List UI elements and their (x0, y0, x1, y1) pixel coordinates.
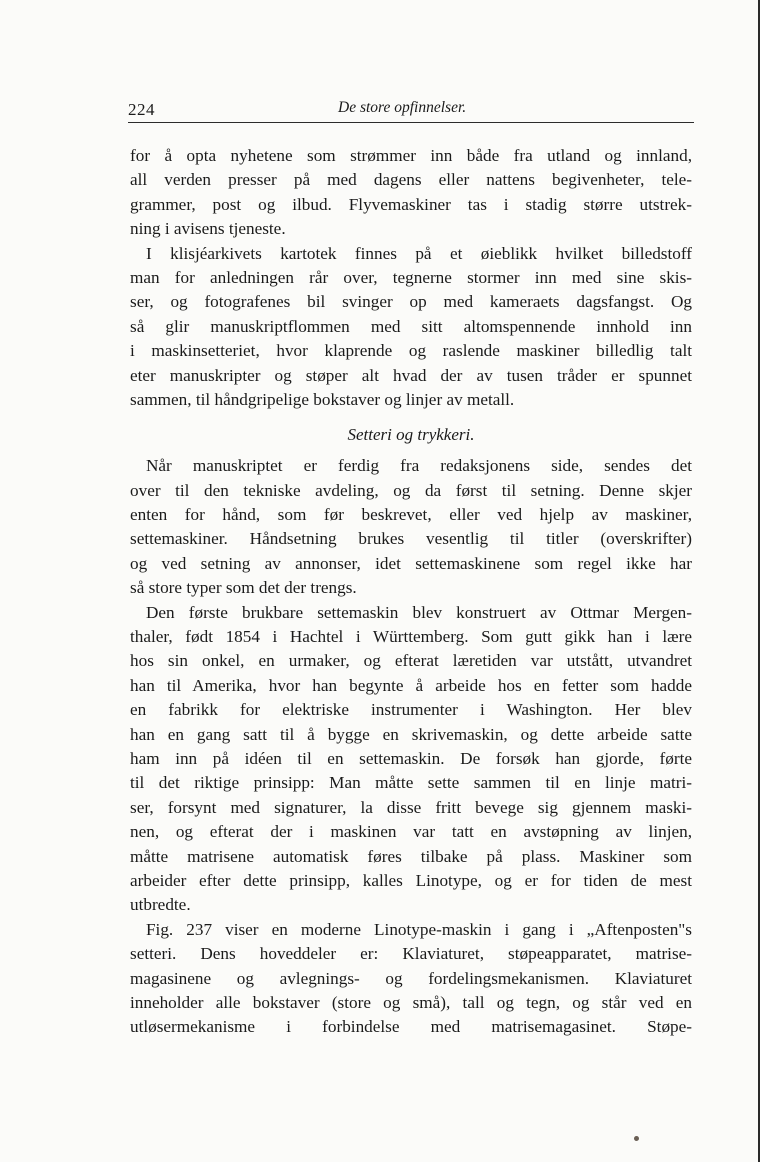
text-line: arbeider efter dette prinsipp, kalles Linotype, og er for tiden de mest (130, 870, 692, 890)
text-line: setteri. Dens hoveddeler er: Klaviaturet, støpeapparatet, matrise- (130, 944, 692, 964)
text-line: I klisjéarkivets kartotek finnes på et øieblikk hvilket billedstoff (146, 243, 692, 263)
text-line: thaler, født 1854 i Hachtel i Württemberg. Som gutt gikk han i lære (130, 627, 692, 647)
text-line: Den første brukbare settemaskin blev konstruert av Ottmar Mergen- (146, 602, 692, 622)
section-heading: Setteri og trykkeri. (347, 425, 475, 445)
text-line: all verden presser på med dagens eller nattens begivenheter, tele- (130, 170, 692, 190)
text-line: ser, og fotografenes bil svinger op med kameraets dagsfangst. Og (130, 292, 692, 312)
text-line: for å opta nyhetene som strømmer inn både fra utland og innland, (130, 146, 692, 165)
page-number: 224 (128, 100, 155, 119)
text-line: man for anledningen rår over, tegnerne stormer inn med sine skis- (130, 267, 692, 287)
text-line: settemaskiner. Håndsetning brukes vesentlig til titler (overskrifter) (130, 529, 692, 549)
text-line: grammer, post og ilbud. Flyvemaskiner tas i stadig større utstrek- (130, 194, 692, 214)
page-header (128, 96, 694, 123)
text-line: han til Amerika, hvor han begynte å arbeide hos en fetter som hadde (130, 675, 692, 695)
text-line: utløsermekanisme i forbindelse med matrisemagasinet. Støpe- (130, 1017, 692, 1037)
text-line: Fig. 237 viser en moderne Linotype-maskin i gang i „Aftenposten"s (146, 919, 692, 939)
ink-speck (634, 1136, 639, 1141)
text-line: en fabrikk for elektriske instrumenter i Washington. Her blev (130, 700, 692, 720)
text-line: Når manuskriptet er ferdig fra redaksjonens side, sendes det (146, 456, 692, 476)
text-line: han en gang satt til å bygge en skrivemaskin, og dette arbeide satte (130, 724, 692, 744)
text-line: ning i avisens tjeneste. (130, 219, 286, 239)
text-line: så store typer som det der trengs. (130, 578, 357, 598)
text-line: og ved setning av annonser, idet settemaskinene som regel ikke har (130, 553, 692, 573)
text-line: i maskinsetteriet, hvor klaprende og raslende maskiner billedlig talt (130, 341, 692, 361)
body-text (130, 144, 692, 1040)
text-line: nen, og efterat der i maskinen var tatt en avstøpning av linjen, (130, 822, 692, 842)
running-title: De store opfinnelser. (338, 99, 467, 116)
text-line: ham inn på idéen til en settemaskin. De forsøk han gjorde, førte (130, 748, 692, 768)
text-line: enten for hånd, som før beskrevet, eller ved hjelp av maskiner, (130, 505, 692, 525)
text-line: så glir manuskriptflommen med sitt altomspennende innhold inn (130, 316, 692, 336)
text-line: eter manuskripter og støper alt hvad der av tusen tråder er spunnet (130, 365, 692, 385)
text-line: inneholder alle bokstaver (store og små), tall og tegn, og står ved en (130, 992, 692, 1012)
text-line: over til den tekniske avdeling, og da først til setning. Denne skjer (130, 480, 692, 500)
text-line: hos sin onkel, en urmaker, og efterat læretiden var utstått, utvandret (130, 651, 692, 671)
text-line: magasinene og avlegnings- og fordelingsmekanismen. Klaviaturet (130, 968, 692, 988)
text-line: utbredte. (130, 895, 191, 915)
text-line: måtte matrisene automatisk føres tilbake på plass. Maskiner som (130, 846, 692, 866)
text-line: ser, forsynt med signaturer, la disse fritt bevege sig gjennem maski- (130, 797, 692, 817)
text-line: til det riktige prinsipp: Man måtte sette sammen til en linje matri- (130, 773, 692, 793)
text-line: sammen, til håndgripelige bokstaver og linjer av metall. (130, 389, 515, 409)
